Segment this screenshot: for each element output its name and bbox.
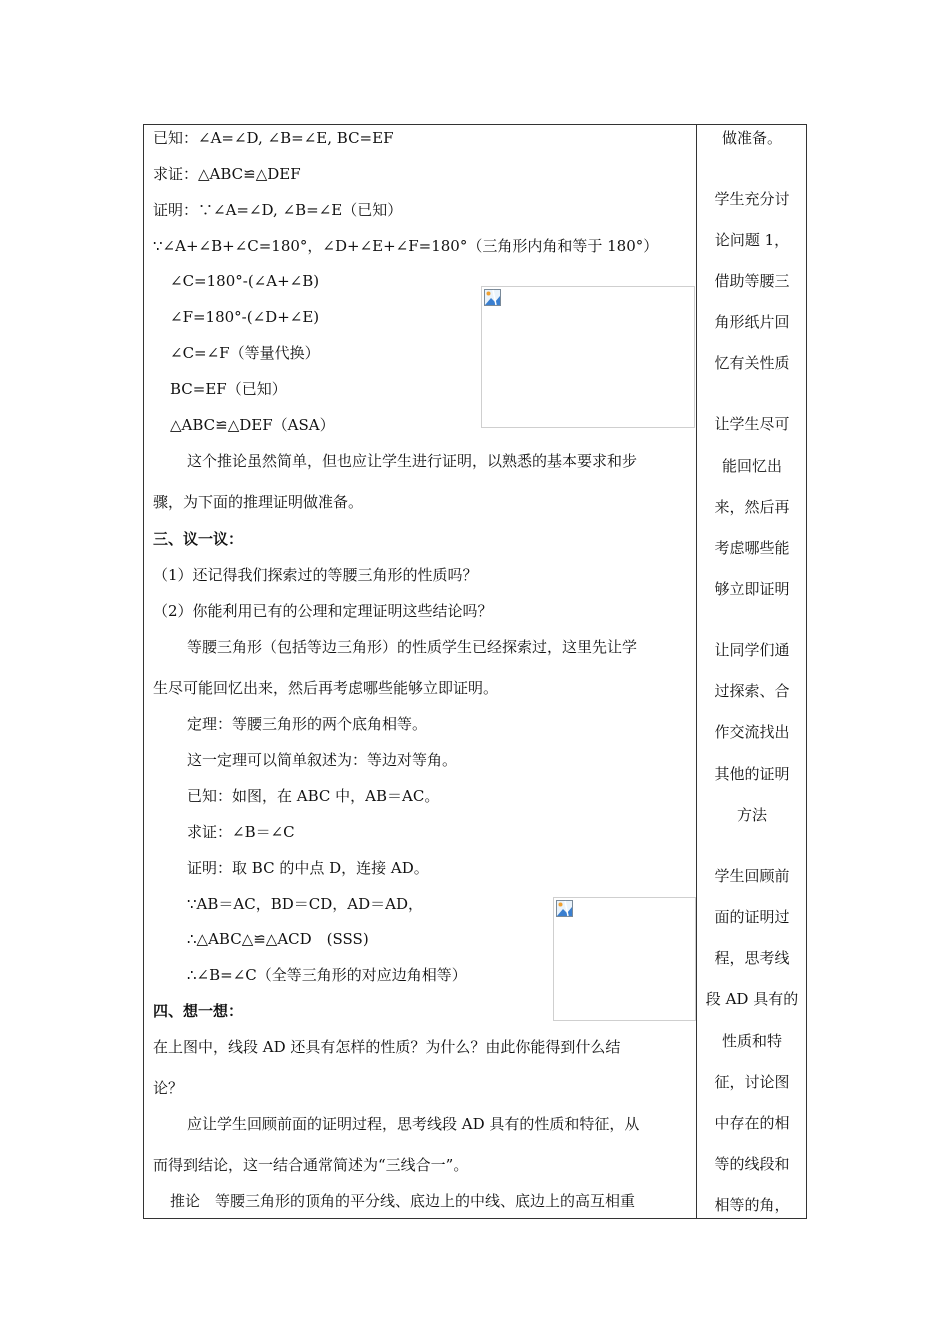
corollary-line: 推论 等腰三角形的顶角的平分线、底边上的中线、底边上的高互相重 [170,1192,636,1210]
proof-step: ∵∠A+∠B+∠C=180°，∠D+∠E+∠F=180°（三角形内角和等于 180°） [153,237,659,255]
section-heading: 四、想一想： [153,1002,244,1020]
paragraph-line: 骤，为下面的推理证明做准备。 [153,493,364,511]
side-note-line: 中存在的相 [714,1114,790,1132]
proof-step: ∠F=180°-(∠D+∠E) [170,308,320,326]
side-note-line: 学生回顾前 [714,867,790,885]
side-note-line: 过探索、合 [714,682,790,700]
proof-step: ∴∠B=∠C（全等三角形的对应边角相等） [187,966,467,984]
broken-image-icon [556,900,573,917]
side-note-line: 能回忆出 [721,457,782,475]
side-note-line: 程，思考线 [714,949,790,967]
side-note-line: 借助等腰三 [714,272,790,290]
side-note-line: 面的证明过 [714,908,790,926]
side-note-line: 让学生尽可 [714,415,790,433]
proof-step: ∵AB＝AC，BD＝CD，AD＝AD， [187,895,423,913]
side-note-line: 论问题 1， [714,231,790,249]
proof-step: ∠C=180°-(∠A+∠B) [170,272,320,290]
figure-placeholder [481,286,695,428]
section-heading: 三、议一议： [153,530,244,548]
paragraph-line: 生尽可能回忆出来，然后再考虑哪些能够立即证明。 [153,679,499,697]
theorem-line: 定理：等腰三角形的两个底角相等。 [187,715,428,733]
side-note-line: 方法 [736,806,767,824]
given-line: 已知：如图，在 ABC 中，AB＝AC。 [187,787,440,805]
proof-step: ∴△ABC△≌△ACD (SSS) [187,930,369,948]
paragraph-line: 等腰三角形（包括等边三角形）的性质学生已经探索过，这里先让学 [187,638,638,656]
paragraph-line: 应让学生回顾前面的证明过程，思考线段 AD 具有的性质和特征，从 [187,1115,640,1133]
prove-line: 求证：∠B＝∠C [187,823,295,841]
side-note-line: 性质和特 [721,1032,782,1050]
side-note-line: 等的线段和 [714,1155,790,1173]
question-line: （1）还记得我们探索过的等腰三角形的性质吗？ [153,566,478,584]
paragraph-line: 在上图中，线段 AD 还具有怎样的性质？为什么？由此你能得到什么结 [153,1038,621,1056]
broken-image-icon [484,289,501,306]
figure-placeholder [553,897,696,1021]
proof-step: △ABC≌△DEF（ASA） [170,416,335,434]
prove-line: 求证：△ABC≌△DEF [153,165,301,183]
given-line: 已知：∠A=∠D, ∠B=∠E, BC=EF [153,129,394,147]
side-note-line: 其他的证明 [714,765,790,783]
theorem-line: 这一定理可以简单叙述为：等边对等角。 [187,751,458,769]
side-note-line: 做准备。 [721,129,782,147]
side-note-line: 够立即证明 [714,580,790,598]
paragraph-line: 而得到结论，这一结合通常简述为“三线合一”。 [153,1156,469,1174]
paragraph-line: 论？ [153,1079,184,1097]
side-note-line: 征，讨论图 [714,1073,790,1091]
proof-line: 证明：∵∠A=∠D, ∠B=∠E（已知） [153,201,403,219]
side-note-line: 相等的角， [714,1196,790,1214]
proof-line: 证明：取 BC 的中点 D，连接 AD。 [187,859,429,877]
question-line: （2）你能利用已有的公理和定理证明这些结论吗？ [153,602,493,620]
proof-step: ∠C=∠F（等量代换） [170,344,320,362]
proof-step: BC=EF（已知） [170,380,287,398]
side-note-line: 让同学们通 [714,641,790,659]
side-note-line: 段 AD 具有的 [705,990,799,1008]
side-note-line: 忆有关性质 [714,354,790,372]
side-note-line: 角形纸片回 [714,313,790,331]
side-note-line: 作交流找出 [714,723,790,741]
side-note-line: 学生充分讨 [714,190,790,208]
paragraph-line: 这个推论虽然简单，但也应让学生进行证明，以熟悉的基本要求和步 [187,452,638,470]
side-note-line: 来，然后再 [714,498,790,516]
side-note-line: 考虑哪些能 [714,539,790,557]
